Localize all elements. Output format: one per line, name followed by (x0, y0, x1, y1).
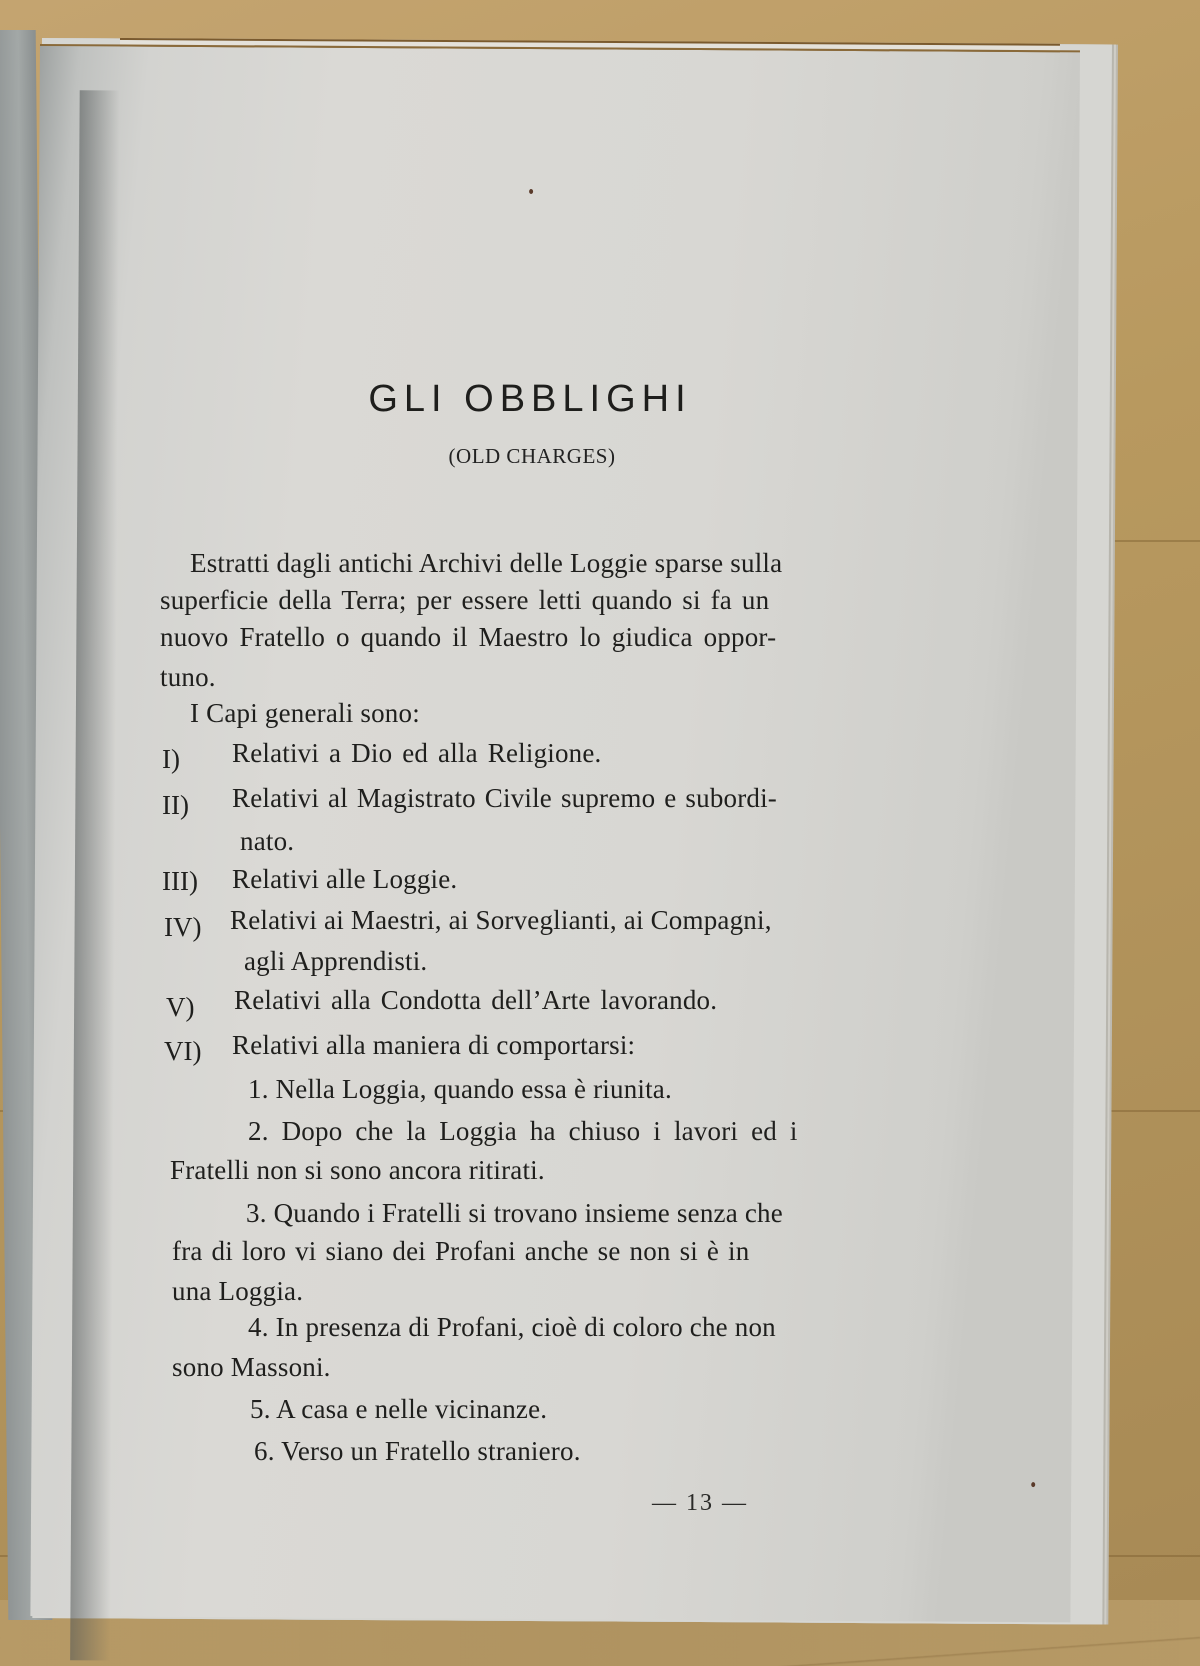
page-title: GLI OBBLIGHI (368, 378, 692, 420)
head-numeral: I) (162, 744, 180, 774)
paper-speck (1031, 1482, 1035, 1487)
sub-item-text: 4. In presenza di Profani, cioè di coloro che non (248, 1312, 776, 1342)
paper-speck (529, 189, 533, 194)
sub-item-text: 5. A casa e nelle vicinanze. (250, 1394, 548, 1424)
sub-item-text: 2. Dopo che la Loggia ha chiuso i lavori ed i (248, 1116, 798, 1146)
sub-item-text: 3. Quando i Fratelli si trovano insieme senza che (246, 1198, 783, 1228)
head-text: agli Apprendisti. (244, 946, 428, 976)
head-text: Relativi alla Condotta dell’Arte lavorando. (234, 985, 718, 1015)
intro-line: tuno. (160, 662, 216, 692)
head-numeral: V) (166, 992, 195, 1022)
gutter-shadow (70, 90, 120, 1660)
head-text: nato. (240, 826, 295, 856)
head-numeral: VI) (164, 1036, 202, 1066)
head-numeral: IV) (164, 912, 202, 942)
head-text: Relativi a Dio ed alla Religione. (232, 738, 602, 768)
sub-item-text: 1. Nella Loggia, quando essa è riunita. (248, 1074, 672, 1104)
sub-item-text: Fratelli non si sono ancora ritirati. (170, 1155, 545, 1185)
sub-item-text: sono Massoni. (172, 1352, 331, 1382)
intro-line: Estratti dagli antichi Archivi delle Loggie sparse sulla (190, 548, 783, 578)
head-numeral: II) (162, 790, 189, 820)
head-text: Relativi alla maniera di comportarsi: (232, 1030, 636, 1060)
sub-item-text: 6. Verso un Fratello straniero. (254, 1436, 581, 1466)
intro-line: superficie della Terra; per essere letti quando si fa un (160, 585, 770, 615)
head-text: Relativi ai Maestri, ai Sorveglianti, ai Compagni, (230, 905, 772, 935)
heads-intro: I Capi generali sono: (190, 698, 420, 728)
sub-item-text: fra di loro vi siano dei Profani anche se non si è in (172, 1236, 750, 1266)
sub-item-text: una Loggia. (172, 1276, 304, 1306)
page-subtitle: (OLD CHARGES) (448, 444, 616, 468)
page-number: — 13 — (652, 1490, 748, 1516)
head-numeral: III) (162, 866, 198, 896)
book-page (30, 44, 1080, 1622)
head-text: Relativi alle Loggie. (232, 864, 458, 894)
intro-line: nuovo Fratello o quando il Maestro lo giudica oppor- (160, 622, 777, 652)
head-text: Relativi al Magistrato Civile supremo e subordi- (232, 783, 778, 813)
